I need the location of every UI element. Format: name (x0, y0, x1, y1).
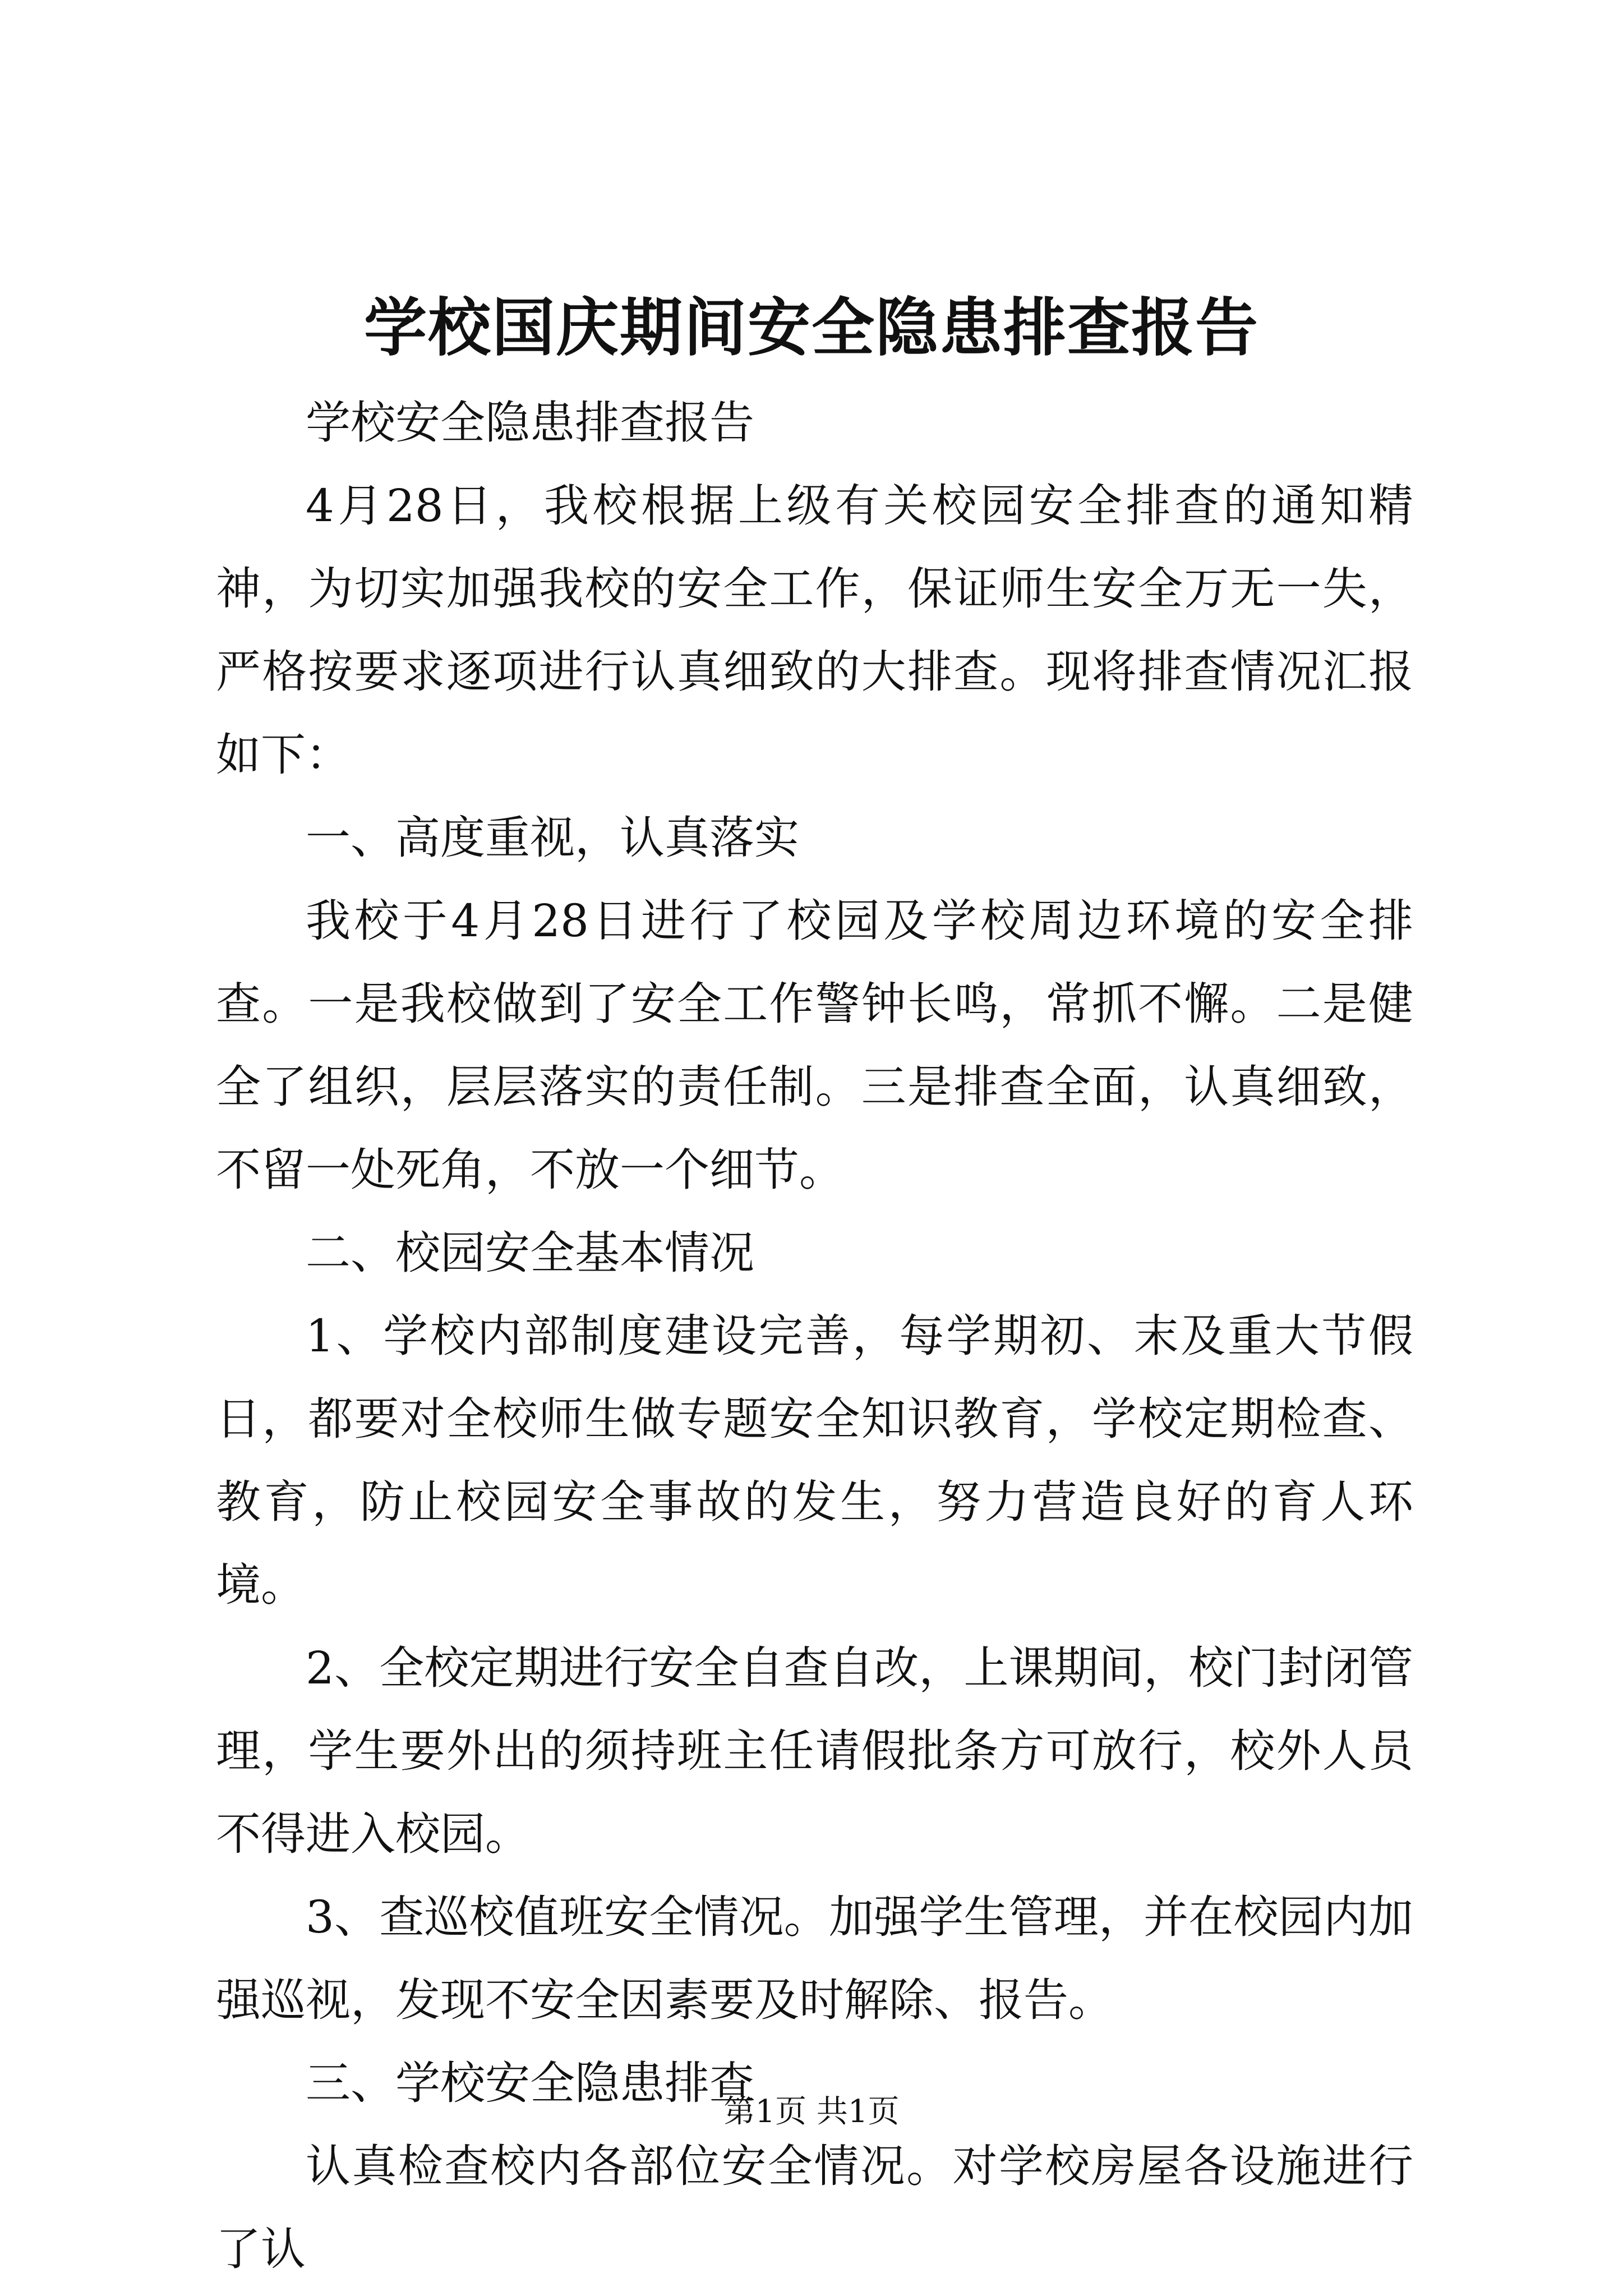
subtitle-paragraph: 学校安全隐患排查报告 (306, 397, 754, 449)
section-2-item-2: 2、全校定期进行安全自查自改，上课期间，校门封闭管理，学生要外出的须持班主任请假批条方可放行，校外人员不得进入校园。 (216, 1642, 1413, 1860)
section-2-item-3: 3、查巡校值班安全情况。加强学生管理，并在校园内加强巡视，发现不安全因素要及时解除、报告。 (216, 1891, 1413, 2026)
document-title: 学校国庆期间安全隐患排查报告 (364, 291, 1259, 365)
section-heading-2: 二、校园安全基本情况 (306, 1227, 754, 1279)
section-heading-3: 三、学校安全隐患排查 (306, 2057, 754, 2109)
section-heading-1: 一、高度重视，认真落实 (306, 812, 799, 864)
section-3-paragraph: 认真检查校内各部位安全情况。对学校房屋各设施进行了认 (216, 2140, 1413, 2275)
section-2-item-1: 1、学校内部制度建设完善，每学期初、末及重大节假日，都要对全校师生做专题安全知识教育，学校定期检查、教育，防止校园安全事故的发生，努力营造良好的育人环境。 (216, 1310, 1413, 1611)
page-footer: 第1页 共1页 (723, 2093, 900, 2130)
document-body (216, 381, 1413, 2291)
section-1-paragraph: 我校于4月28日进行了校园及学校周边环境的安全排查。一是我校做到了安全工作警钟长鸣，常抓不懈。二是健全了组织，层层落实的责任制。三是排查全面，认真细致，不留一处死角，不放一个细节。 (216, 895, 1413, 1196)
intro-paragraph: 4月28日，我校根据上级有关校园安全排查的通知精神，为切实加强我校的安全工作，保证师生安全万无一失，严格按要求逐项进行认真细致的大排查。现将排查情况汇报如下： (216, 480, 1413, 781)
